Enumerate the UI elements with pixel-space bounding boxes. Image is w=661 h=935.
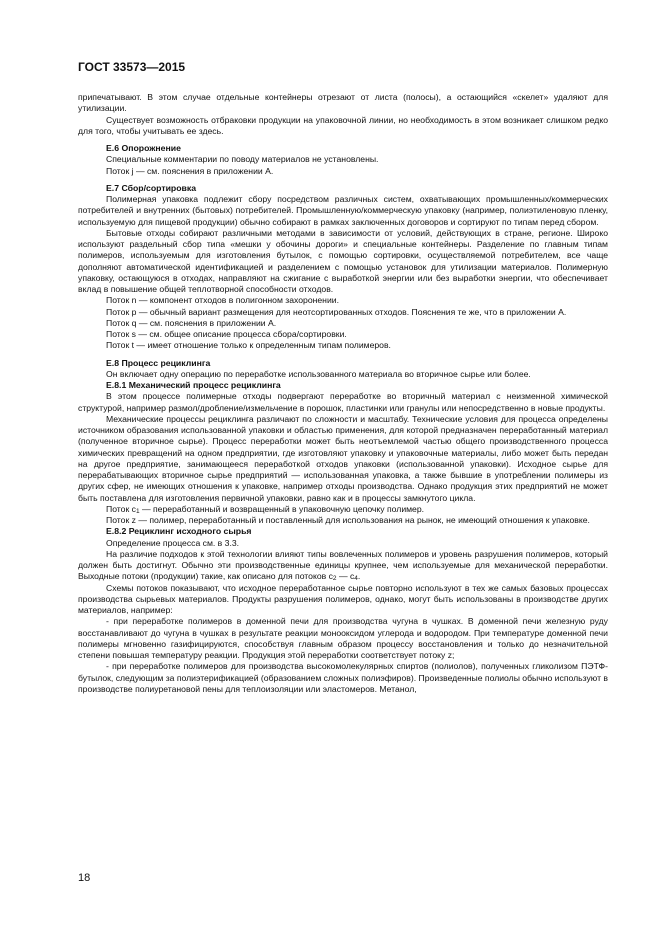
c4-subscript: 4: [354, 575, 358, 583]
c4-end: .: [357, 571, 361, 582]
e7-paragraph-2: Бытовые отходы собирают различными методами в зависимости от условий, действующих в стране, регионе. Широко используют раздельный сбор типа «мешки у обочины дороги» и специальные контейнеры. Разделение по главным типам полимеров, используемым для изготовления бутылок, с помощью сортировки, осуществляемой потребителем, все чаще дополняют автоматической идентификацией и разделением с помощью установок для утилизации материалов. Полимерную упаковку, остающуюся в отходах, направляют на сжигание с выработкой энергии или без выработки энергии, что обеспечивает вклад в повышение общей теплотворной способности отходов.: [78, 227, 608, 294]
c1-subscript: 1: [135, 507, 140, 515]
section-e8-heading: Е.8 Процесс рециклинга: [106, 357, 211, 368]
e82-paragraph-2-text: На различие подходов к этой технологии влияют типы вовлеченных полимеров и уровень разрушения полимеров, который должен быть достигнут. Обычно эти производственные единицы крупнее, чем используемые для механической переработки. Выходные потоки (продукции) такие, как описано для потоков c: [78, 548, 608, 582]
e7-paragraph-1: Полимерная упаковка подлежит сбору посредством различных систем, охватывающих промышленных/коммерческих потребителей и внутренних (бытовых) потребителей. Промышленную/коммерческую упаковку (например, полиэтиленовую пленку, используемую для пищевой продукции) обычно собирают в рамках заключенных договоров и сортируют по типам перед сбором.: [78, 194, 608, 227]
document-header: ГОСТ 33573—2015: [78, 60, 186, 74]
c2-dash: — c: [336, 571, 355, 582]
e81-paragraph-c1: [78, 504, 608, 515]
e7-paragraph-4: Поток p — обычный вариант размещения для неотсортированных отходов. Пояснения те же, что в приложении А.: [106, 306, 567, 317]
e82-paragraph-2: [78, 549, 608, 583]
e81-paragraph-z: Поток z — полимер, переработанный и поставленный для использования на рынок, не имеющий отношения к упаковке.: [106, 515, 590, 525]
e82-paragraph-3: Схемы потоков показывают, что исходное переработанное сырье повторно используют в тех же самых базовых процессах производства сырьевых материалов. Продукты разрушения полимеров, однако, могут быть использованы в производстве других материалов, например:: [78, 582, 608, 615]
e8-intro: Он включает одну операцию по переработке использованного материала во вторичное сырье или более.: [106, 368, 531, 379]
intro-paragraph-1: припечатывают. В этом случае отдельные контейнеры отрезают от листа (полосы), а остающийся «скелет» удаляют для утилизации.: [78, 92, 608, 114]
c1-prefix: Поток c: [106, 503, 136, 514]
section-e82-heading: Е.8.2 Рециклинг исходного сырья: [106, 526, 252, 537]
section-e6-heading: Е.6 Опорожнение: [106, 143, 181, 153]
section-e7-heading: Е.7 Сбор/сортировка: [106, 182, 197, 193]
e6-paragraph-1: Специальные комментарии по поводу материалов не установлены.: [106, 154, 379, 165]
e7-paragraph-7: Поток t — имеет отношение только к определенным типам полимеров.: [106, 340, 391, 351]
e81-paragraph-1: В этом процессе полимерные отходы подвергают переработке во вторичный материал с неизменной химической структурой, например размол/дробление/измельчение в порошок, пластинки или гранулы или непосредственно в новые продукты.: [78, 391, 608, 413]
document-body: [78, 92, 608, 695]
e81-paragraph-2: Механические процессы рециклинга различают по сложности и масштабу. Технические условия для процесса определены источником образования использованной упаковки и областью применения, для которой предназначен переработанный материал (полученное вторичное сырье). Процесс переработки может быть неотъемлемой частью общего производственного процесса химических превращений на одном предприятии, где изготовляют упаковку и упаковочные материалы, либо может быть передан на другое предприятие, занимающееся переработкой отходов упаковки (использованной упаковки). Исходное сырье для перерабатывающих вторичное сырье предприятий — использованная упаковка, а также бывшие в употреблении полимеры из других сфер, не имеющих отношения к упаковке, например отходы производства. Однако продукция этих предприятий не может быть поставлена для изготовления первичной упаковки, равно как и в процессы замкнутого цикла.: [78, 413, 608, 503]
e7-paragraph-5: Поток q — см. пояснения в приложении А.: [106, 317, 277, 328]
e82-list-item-2: - при переработке полимеров для производства высокомолекулярных спиртов (полиолов), полученных гликолизом ПЭТФ-бутылок, следующим за полиэтерификацией (образованием сложных полиэфиров). Произведенные полиолы обычно используют в производстве полиуретановой пены для теплоизоляции или эластомеров. Метанол,: [78, 661, 608, 694]
c1-text: — переработанный и возвращенный в упаковочную цепочку полимер.: [141, 503, 425, 514]
e7-paragraph-6: Поток s — см. общее описание процесса сбора/сортировки.: [106, 329, 347, 339]
e7-paragraph-3: Поток n — компонент отходов в полигонном захоронении.: [106, 295, 339, 306]
section-e81-heading: Е.8.1 Механический процесс рециклинга: [106, 380, 281, 390]
e6-paragraph-2: Поток j — см. пояснения в приложении А.: [106, 165, 274, 176]
intro-paragraph-2: Существует возможность отбраковки продукции на упаковочной линии, но необходимость в этом возникает слишком редко для того, чтобы учитывать ее здесь.: [78, 114, 608, 136]
c2-subscript: 2: [332, 575, 337, 583]
e82-paragraph-1: Определение процесса см. в 3.3.: [106, 537, 240, 548]
page-number: 18: [78, 872, 91, 884]
e82-list-item-1: - при переработке полимеров в доменной печи для производства чугуна в чушках. В доменной печи железную руду восстанавливают до чугуна в чушках в результате реакции монооксидом углерода и водородом. При температуре доменной печи полимеры мгновенно газифицируются, способствуя главным образом процессу восстановления и только до незначительной степени повышая температуру реакции. Продукция этой переработки соответствует потоку z;: [78, 616, 608, 660]
